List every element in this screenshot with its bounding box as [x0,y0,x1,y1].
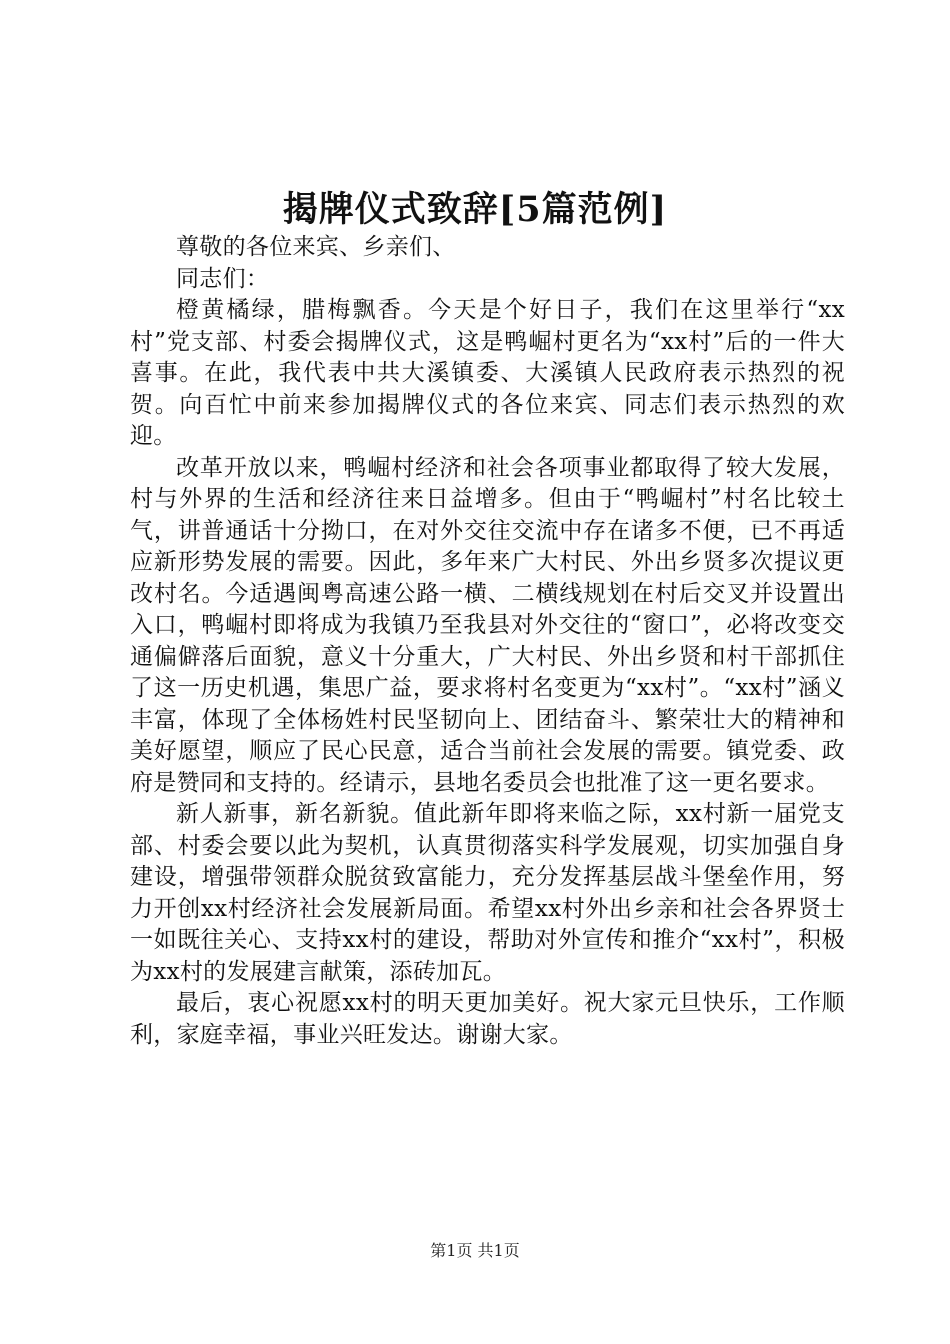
document-title: 揭牌仪式致辞[5篇范例] [282,189,668,230]
paragraph: 橙黄橘绿，腊梅飘香。今天是个好日子，我们在这里举行“xx村”党支部、村委会揭牌仪式，这是鸭崛村更名为“xx村”后的一件大喜事。在此，我代表中共大溪镇委、大溪镇人民政府表示热烈的祝贺。向百忙中前来参加揭牌仪式的各位来宾、同志们表示热烈的欢迎。 [130,297,845,449]
page-footer: 第1页 共1页 [430,1241,520,1260]
document-body [130,232,845,1051]
greeting-line: 同志们： [176,265,270,292]
paragraph: 最后，衷心祝愿xx村的明天更加美好。祝大家元旦快乐，工作顺利，家庭幸福，事业兴旺发达。谢谢大家。 [130,990,845,1048]
paragraph: 新人新事，新名新貌。值此新年即将来临之际，xx村新一届党支部、村委会要以此为契机，认真贯彻落实科学发展观，切实加强自身建设，增强带领群众脱贫致富能力，充分发挥基层战斗堡垒作用，努力开创xx村经济社会发展新局面。希望xx村外出乡亲和社会各界贤士一如既往关心、支持xx村的建设，帮助对外宣传和推介“xx村”，积极为xx村的发展建言献策，添砖加瓦。 [130,801,845,985]
paragraph: 改革开放以来，鸭崛村经济和社会各项事业都取得了较大发展，村与外界的生活和经济往来日益增多。但由于“鸭崛村”村名比较土气，讲普通话十分拗口，在对外交往交流中存在诸多不便，已不再适应新形势发展的需要。因此，多年来广大村民、外出乡贤多次提议更改村名。今适遇闽粤高速公路一横、二横线规划在村后交叉并设置出入口，鸭崛村即将成为我镇乃至我县对外交往的“窗口”，必将改变交通偏僻落后面貌，意义十分重大，广大村民、外出乡贤和村干部抓住了这一历史机遇，集思广益，要求将村名变更为“xx村”。“xx村”涵义丰富，体现了全体杨姓村民坚韧向上、团结奋斗、繁荣壮大的精神和美好愿望，顺应了民心民意，适合当前社会发展的需要。镇党委、政府是赞同和支持的。经请示，县地名委员会也批准了这一更名要求。 [130,454,845,796]
greeting-line: 尊敬的各位来宾、乡亲们、 [176,234,456,260]
